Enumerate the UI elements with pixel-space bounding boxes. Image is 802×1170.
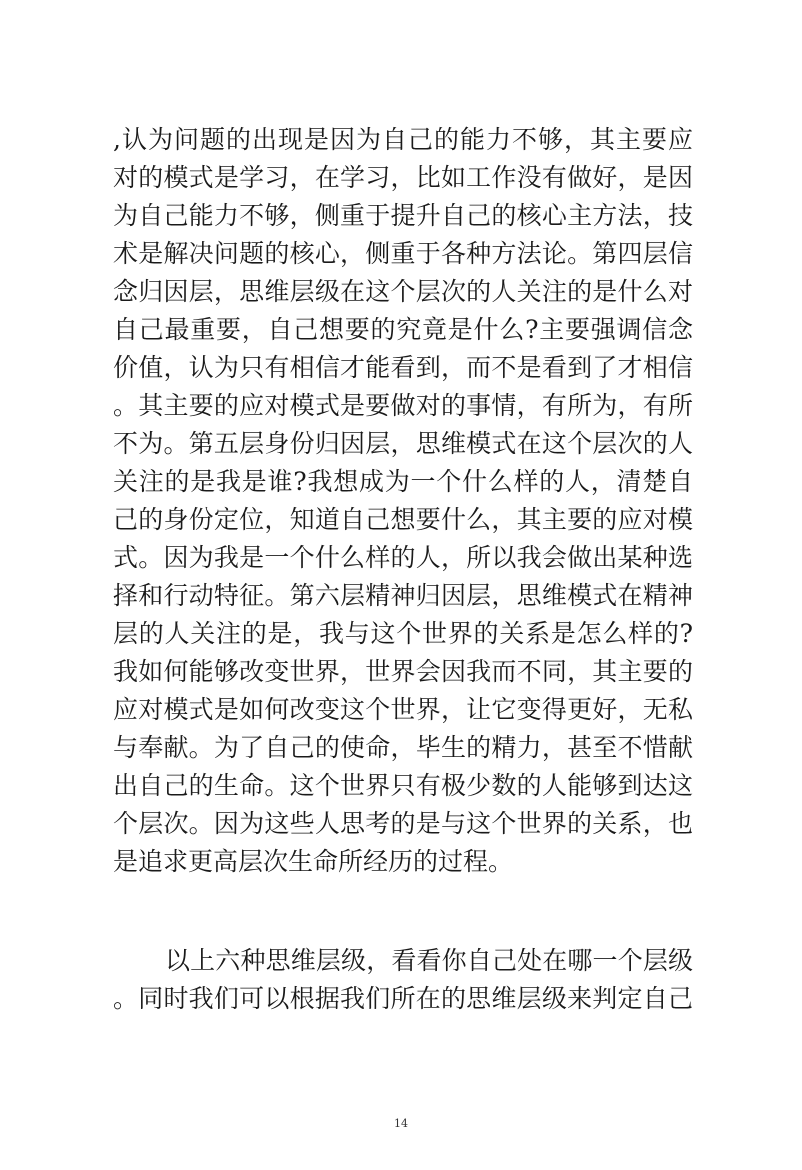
text-line: 为自己能力不够，侧重于提升自己的核心主方法，技 xyxy=(113,201,693,230)
body-paragraph-1 xyxy=(113,121,693,881)
text-line: 我如何能够改变世界，世界会因我而不同，其主要的 xyxy=(113,657,693,686)
text-line: 以上六种思维层级，看看你自己处在哪一个层级 xyxy=(165,946,693,975)
text-line: 术是解决问题的核心，侧重于各种方法论。第四层信 xyxy=(113,239,693,268)
text-line: 。同时我们可以根据我们所在的思维层级来判定自己 xyxy=(113,984,693,1013)
text-line: 关注的是我是谁?我想成为一个什么样的人，清楚自 xyxy=(113,467,693,496)
text-line: 应对模式是如何改变这个世界，让它变得更好，无私 xyxy=(113,695,693,724)
text-line: 出自己的生命。这个世界只有极少数的人能够到达这 xyxy=(113,771,693,800)
text-line: 个层次。因为这些人思考的是与这个世界的关系，也 xyxy=(113,809,693,838)
text-line: 层的人关注的是，我与这个世界的关系是怎么样的? xyxy=(113,619,693,648)
text-line: 价值，认为只有相信才能看到，而不是看到了才相信 xyxy=(113,353,693,382)
text-line: 不为。第五层身份归因层，思维模式在这个层次的人 xyxy=(113,429,693,458)
text-line: 择和行动特征。第六层精神归因层，思维模式在精神 xyxy=(113,581,693,610)
text-line: 式。因为我是一个什么样的人，所以我会做出某种选 xyxy=(113,543,693,572)
text-line: 己的身份定位，知道自己想要什么，其主要的应对模 xyxy=(113,505,693,534)
text-line: 对的模式是学习，在学习，比如工作没有做好，是因 xyxy=(113,163,693,192)
text-line: ,认为问题的出现是因为自己的能力不够，其主要应 xyxy=(113,125,693,154)
text-line: 是追求更高层次生命所经历的过程。 xyxy=(113,847,514,876)
body-paragraph-2 xyxy=(113,942,693,1018)
text-line: 与奉献。为了自己的使命，毕生的精力，甚至不惜献 xyxy=(113,733,693,762)
text-line: 。其主要的应对模式是要做对的事情，有所为，有所 xyxy=(113,391,693,420)
text-line: 念归因层，思维层级在这个层次的人关注的是什么对 xyxy=(113,277,693,306)
page-number: 14 xyxy=(394,1117,408,1130)
text-line: 自己最重要，自己想要的究竟是什么?主要强调信念 xyxy=(113,315,693,344)
